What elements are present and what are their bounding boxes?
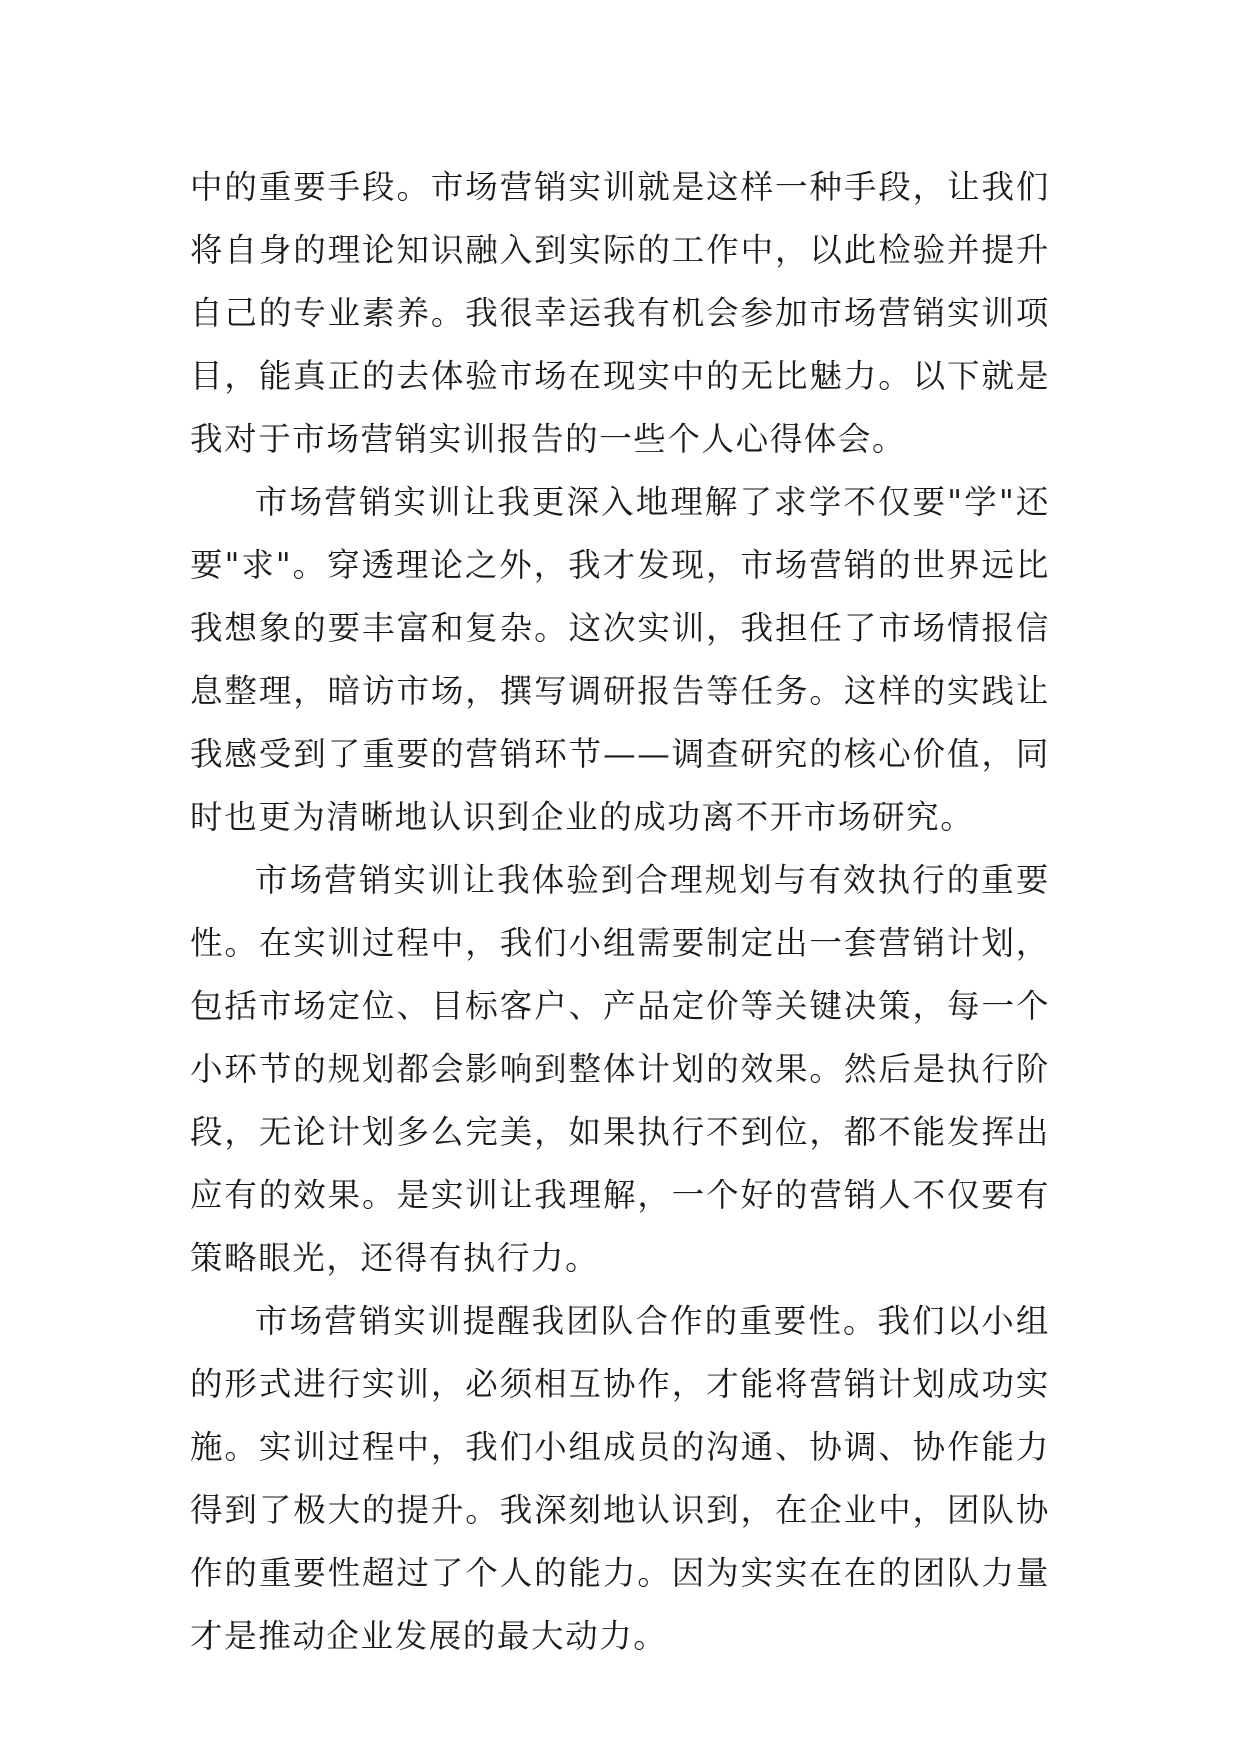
paragraph-learning: 市场营销实训让我更深入地理解了求学不仅要"学"还要"求"。穿透理论之外，我才发现，市场营销的世界远比我想象的要丰富和复杂。这次实训，我担任了市场情报信息整理，暗访市场，撰写调研报告等任务。这样的实践让我感受到了重要的营销环节——调查研究的核心价值，同时也更为清晰地认识到企业的成功离不开市场研究。 — [190, 483, 1050, 836]
document-body — [190, 156, 1050, 1668]
paragraph-teamwork: 市场营销实训提醒我团队合作的重要性。我们以小组的形式进行实训，必须相互协作，才能将营销计划成功实施。实训过程中，我们小组成员的沟通、协调、协作能力得到了极大的提升。我深刻地认识到，在企业中，团队协作的重要性超过了个人的能力。因为实实在在的团队力量才是推动企业发展的最大动力。 — [190, 1302, 1050, 1655]
paragraph-planning: 市场营销实训让我体验到合理规划与有效执行的重要性。在实训过程中，我们小组需要制定出一套营销计划，包括市场定位、目标客户、产品定价等关键决策，每一个小环节的规划都会影响到整体计划的效果。然后是执行阶段，无论计划多么完美，如果执行不到位，都不能发挥出应有的效果。是实训让我理解，一个好的营销人不仅要有策略眼光，还得有执行力。 — [190, 861, 1050, 1277]
paragraph-continuation: 中的重要手段。市场营销实训就是这样一种手段，让我们将自身的理论知识融入到实际的工作中，以此检验并提升自己的专业素养。我很幸运我有机会参加市场营销实训项目，能真正的去体验市场在现实中的无比魅力。以下就是我对于市场营销实训报告的一些个人心得体会。 — [190, 168, 1050, 458]
